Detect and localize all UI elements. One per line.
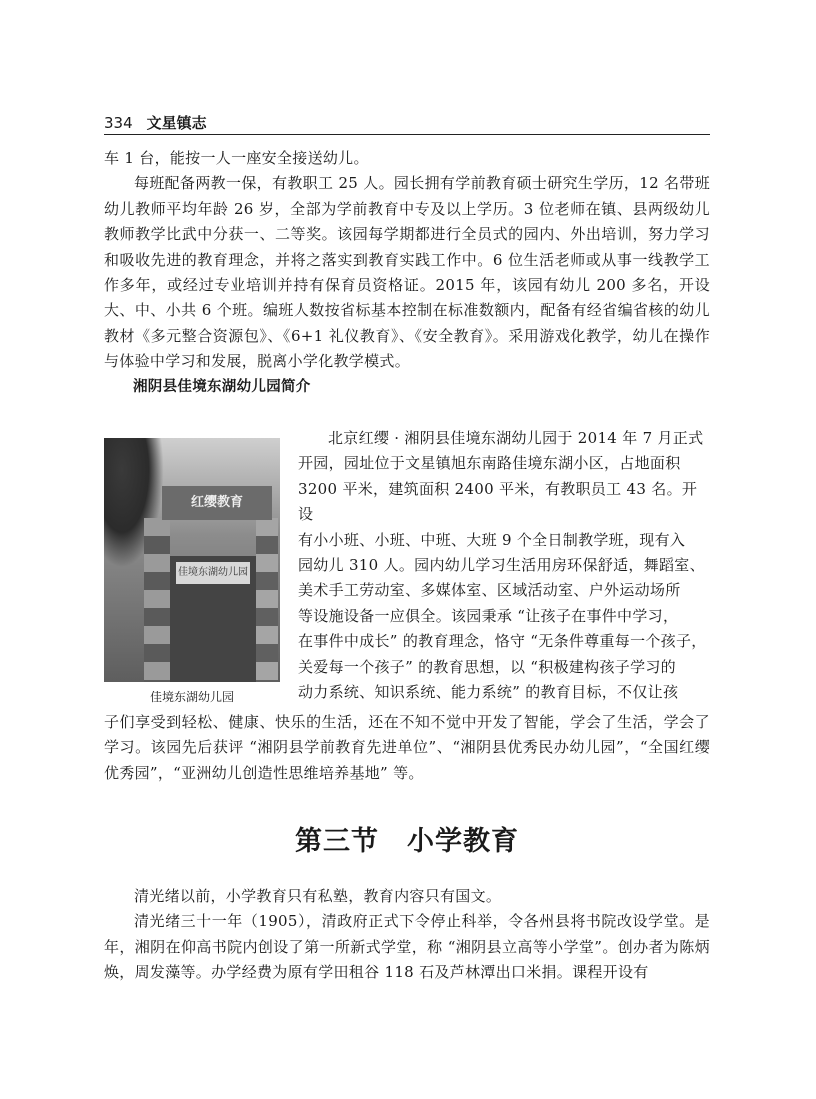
section-title: 第三节 小学教育 bbox=[295, 826, 519, 857]
running-header bbox=[104, 112, 710, 135]
paragraph: 清光绪三十一年（1905），清政府正式下令停止科举，令各州县将书院改设学堂。是年，湘阴在仰高书院内创设了第一所新式学堂，称 “湘阴县立高等小学堂”。创办者为陈炳焕，周发藻等。办学经费为原有学田租谷 118 石及芦林潭出口米捐。课程开设有 bbox=[104, 912, 710, 982]
text-line: 开园，园址位于文星镇旭东南路佳境东湖小区，占地面积 bbox=[298, 454, 681, 473]
page-number: 334 bbox=[104, 114, 133, 132]
photo-door-sign: 佳境东湖幼儿园 bbox=[176, 562, 250, 584]
paragraph: 子们享受到轻松、健康、快乐的生活，还在不知不觉中开发了智能，学会了生活，学会了学习。该园先后获评 “湘阴县学前教育先进单位”、“湘阴县优秀民办幼儿园”，“全国红缨优秀园”，“亚洲幼儿创造性思维培养基地” 等。 bbox=[104, 713, 710, 782]
paragraph: 每班配备两教一保，有教职工 25 人。园长拥有学前教育硕士研究生学历，12 名带班幼儿教师平均年龄 26 岁，全部为学前教育中专及以上学历。3 位老师在镇、县两级幼儿教师教学比武中分获一、二等奖。该园每学期都进行全员式的园内、外出培训，努力学习和吸收先进的教育理念，并将之落实到教育实践工作中。6 位生活老师或从事一线教学工作多年，或经过专业培训并持有保育员资格证。2015 年，该园有幼儿 200 多名，开设大、中、小共 6 个班。编班人数按省标基本控制在标准数额内，配备有经省编省核的幼儿教材《多元整合资源包》、《6+1 礼仪教育》、《安全教育》。采用游戏化教学，幼儿在操作与体验中学习和发展，脱离小学化教学模式。 bbox=[104, 174, 710, 371]
text-line: 在事件中成长” 的教育理念，恪守 “无条件尊重每一个孩子， bbox=[298, 632, 707, 651]
bottom-text-block bbox=[104, 884, 710, 986]
photo-sign: 红缨教育 bbox=[162, 486, 272, 520]
subsection-heading: 湘阴县佳境东湖幼儿园简介 bbox=[133, 378, 311, 395]
continuation-text-block bbox=[104, 710, 710, 786]
text-line: 3200 平米，建筑面积 2400 平米，有教职员工 43 名。开设 bbox=[298, 479, 698, 524]
paragraph: 清光绪以前，小学教育只有私塾，教育内容只有国文。 bbox=[134, 887, 502, 905]
text-line: 北京红缨 · 湘阴县佳境东湖幼儿园于 2014 年 7 月正式 bbox=[328, 429, 704, 447]
wrapped-text-block bbox=[298, 426, 710, 705]
book-title: 文星镇志 bbox=[146, 114, 207, 132]
paragraph: 车 1 台，能按一人一座安全接送幼儿。 bbox=[104, 149, 369, 167]
top-text-block bbox=[104, 146, 710, 400]
text-line: 有小小班、小班、中班、大班 9 个全日制教学班，现有入 bbox=[298, 530, 686, 549]
photo-caption: 佳境东湖幼儿园 bbox=[149, 690, 234, 704]
pillar-right bbox=[256, 518, 278, 682]
text-line: 关爱每一个孩子” 的教育思想，以 “积极建构孩子学习的 bbox=[298, 657, 676, 676]
text-line: 园幼儿 310 人。园内幼儿学习生活用房环保舒适，舞蹈室、 bbox=[298, 556, 705, 575]
text-line: 美术手工劳动室、多媒体室、区域活动室、户外运动场所 bbox=[298, 581, 681, 600]
pillar-left bbox=[144, 518, 170, 682]
kindergarten-photo bbox=[104, 438, 280, 682]
text-line: 等设施设备一应俱全。该园秉承 “让孩子在事件中学习， bbox=[298, 606, 679, 625]
text-line: 动力系统、知识系统、能力系统” 的教育目标，不仅让孩 bbox=[298, 683, 679, 702]
